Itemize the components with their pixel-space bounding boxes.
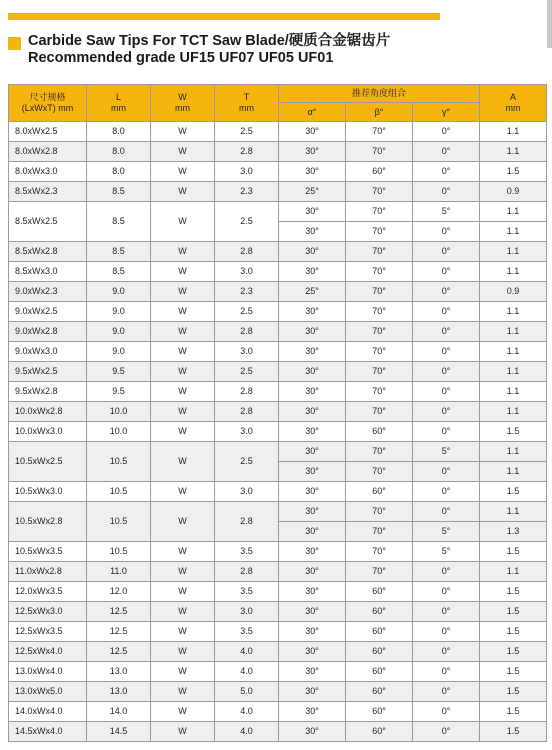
size-cell: 14.5xWx4.0: [9, 722, 87, 742]
alpha-cell: 30°: [279, 122, 346, 142]
header-a-label: A: [510, 92, 517, 102]
t-cell: 3.0: [215, 262, 279, 282]
w-cell: W: [151, 542, 215, 562]
gamma-cell: 0°: [413, 582, 480, 602]
size-cell: 10.5xWx3.0: [9, 482, 87, 502]
a-cell: 1.5: [480, 582, 547, 602]
t-cell: 2.8: [215, 242, 279, 262]
w-cell: W: [151, 402, 215, 422]
gamma-cell: 0°: [413, 662, 480, 682]
header-angles: 推荐角度组合: [279, 85, 480, 103]
t-cell: 2.3: [215, 182, 279, 202]
w-cell: W: [151, 642, 215, 662]
a-cell: 1.5: [480, 682, 547, 702]
header-l-unit: mm: [111, 103, 126, 113]
w-cell: W: [151, 502, 215, 542]
table-row: [9, 302, 547, 322]
t-cell: 2.8: [215, 322, 279, 342]
w-cell: W: [151, 382, 215, 402]
gamma-cell: 0°: [413, 362, 480, 382]
t-cell: 4.0: [215, 662, 279, 682]
beta-cell: 60°: [346, 722, 413, 742]
w-cell: W: [151, 302, 215, 322]
l-cell: 10.5: [87, 542, 151, 562]
w-cell: W: [151, 602, 215, 622]
beta-cell: 70°: [346, 182, 413, 202]
table-body: [9, 122, 547, 742]
beta-cell: 60°: [346, 162, 413, 182]
title-line-2: Recommended grade UF15 UF07 UF05 UF01: [28, 50, 334, 66]
l-cell: 10.5: [87, 442, 151, 482]
alpha-cell: 30°: [279, 602, 346, 622]
beta-cell: 70°: [346, 282, 413, 302]
table-row: [9, 422, 547, 442]
a-cell: 1.1: [480, 242, 547, 262]
alpha-cell: 30°: [279, 502, 346, 522]
a-cell: 1.5: [480, 642, 547, 662]
l-cell: 13.0: [87, 662, 151, 682]
gamma-cell: 0°: [413, 702, 480, 722]
header-gamma: γ°: [413, 103, 480, 122]
size-cell: 10.5xWx2.5: [9, 442, 87, 482]
a-cell: 1.1: [480, 442, 547, 462]
gamma-cell: 0°: [413, 122, 480, 142]
gamma-cell: 0°: [413, 502, 480, 522]
gamma-cell: 0°: [413, 462, 480, 482]
size-cell: 12.0xWx3.5: [9, 582, 87, 602]
t-cell: 2.5: [215, 362, 279, 382]
w-cell: W: [151, 342, 215, 362]
alpha-cell: 25°: [279, 182, 346, 202]
table-row: [9, 402, 547, 422]
l-cell: 9.5: [87, 382, 151, 402]
beta-cell: 70°: [346, 222, 413, 242]
a-cell: 1.5: [480, 702, 547, 722]
a-cell: 1.1: [480, 222, 547, 242]
table-row: [9, 242, 547, 262]
beta-cell: 60°: [346, 642, 413, 662]
header-t: [215, 85, 279, 122]
gamma-cell: 0°: [413, 422, 480, 442]
table-row: [9, 602, 547, 622]
header-l-label: L: [115, 92, 121, 102]
w-cell: W: [151, 482, 215, 502]
l-cell: 12.5: [87, 602, 151, 622]
l-cell: 9.0: [87, 322, 151, 342]
t-cell: 2.5: [215, 442, 279, 482]
gamma-cell: 5°: [413, 542, 480, 562]
header-t-unit: mm: [239, 103, 254, 113]
a-cell: 1.5: [480, 602, 547, 622]
gamma-cell: 0°: [413, 222, 480, 242]
w-cell: W: [151, 442, 215, 482]
t-cell: 4.0: [215, 642, 279, 662]
a-cell: 1.1: [480, 322, 547, 342]
table-row: [9, 382, 547, 402]
a-cell: 1.5: [480, 162, 547, 182]
l-cell: 13.0: [87, 682, 151, 702]
alpha-cell: 30°: [279, 542, 346, 562]
beta-cell: 70°: [346, 322, 413, 342]
t-cell: 5.0: [215, 682, 279, 702]
table-row: [9, 582, 547, 602]
t-cell: 3.5: [215, 622, 279, 642]
t-cell: 2.5: [215, 202, 279, 242]
size-cell: 8.5xWx3.0: [9, 262, 87, 282]
gamma-cell: 0°: [413, 482, 480, 502]
size-cell: 9.0xWx3.0: [9, 342, 87, 362]
beta-cell: 70°: [346, 382, 413, 402]
alpha-cell: 30°: [279, 422, 346, 442]
alpha-cell: 30°: [279, 162, 346, 182]
size-cell: 8.5xWx2.3: [9, 182, 87, 202]
t-cell: 3.0: [215, 342, 279, 362]
gamma-cell: 5°: [413, 202, 480, 222]
beta-cell: 60°: [346, 482, 413, 502]
a-cell: 1.1: [480, 302, 547, 322]
header-size-unit: (LxWxT) mm: [21, 103, 74, 113]
alpha-cell: 30°: [279, 322, 346, 342]
size-cell: 10.5xWx3.5: [9, 542, 87, 562]
title-line-1: Carbide Saw Tips For TCT Saw Blade/硬质合金锯齿片: [28, 33, 391, 49]
gamma-cell: 0°: [413, 402, 480, 422]
beta-cell: 70°: [346, 402, 413, 422]
alpha-cell: 30°: [279, 342, 346, 362]
t-cell: 2.3: [215, 282, 279, 302]
header-a-unit: mm: [505, 103, 521, 113]
size-cell: 12.5xWx3.0: [9, 602, 87, 622]
header-size: [9, 85, 87, 122]
alpha-cell: 30°: [279, 722, 346, 742]
a-cell: 1.1: [480, 262, 547, 282]
a-cell: 1.5: [480, 662, 547, 682]
beta-cell: 70°: [346, 202, 413, 222]
w-cell: W: [151, 322, 215, 342]
gamma-cell: 5°: [413, 522, 480, 542]
beta-cell: 70°: [346, 442, 413, 462]
header-beta: β°: [346, 103, 413, 122]
l-cell: 10.0: [87, 422, 151, 442]
header-t-label: T: [243, 92, 250, 102]
w-cell: W: [151, 122, 215, 142]
l-cell: 8.5: [87, 242, 151, 262]
gamma-cell: 0°: [413, 602, 480, 622]
alpha-cell: 30°: [279, 202, 346, 222]
alpha-cell: 30°: [279, 462, 346, 482]
a-cell: 1.1: [480, 402, 547, 422]
header-w-unit: mm: [175, 103, 190, 113]
a-cell: 1.1: [480, 122, 547, 142]
l-cell: 9.0: [87, 282, 151, 302]
beta-cell: 60°: [346, 682, 413, 702]
gamma-cell: 0°: [413, 142, 480, 162]
l-cell: 8.5: [87, 182, 151, 202]
t-cell: 3.0: [215, 602, 279, 622]
header-l: [87, 85, 151, 122]
table-row: [9, 262, 547, 282]
size-cell: 9.0xWx2.3: [9, 282, 87, 302]
size-cell: 11.0xWx2.8: [9, 562, 87, 582]
gamma-cell: 0°: [413, 682, 480, 702]
gamma-cell: 0°: [413, 562, 480, 582]
header-size-label: 尺寸规格: [29, 92, 66, 102]
title-square-icon: [8, 37, 21, 50]
gamma-cell: 0°: [413, 182, 480, 202]
l-cell: 8.5: [87, 262, 151, 282]
a-cell: 1.5: [480, 722, 547, 742]
size-cell: 12.5xWx4.0: [9, 642, 87, 662]
gamma-cell: 0°: [413, 622, 480, 642]
beta-cell: 70°: [346, 122, 413, 142]
a-cell: 1.5: [480, 422, 547, 442]
page-title: [28, 33, 390, 67]
beta-cell: 70°: [346, 542, 413, 562]
w-cell: W: [151, 562, 215, 582]
table-row: [9, 182, 547, 202]
beta-cell: 70°: [346, 502, 413, 522]
alpha-cell: 30°: [279, 562, 346, 582]
a-cell: 0.9: [480, 282, 547, 302]
t-cell: 3.5: [215, 582, 279, 602]
w-cell: W: [151, 282, 215, 302]
header-w: [151, 85, 215, 122]
gamma-cell: 0°: [413, 722, 480, 742]
t-cell: 3.5: [215, 542, 279, 562]
t-cell: 2.8: [215, 402, 279, 422]
t-cell: 2.5: [215, 122, 279, 142]
beta-cell: 60°: [346, 422, 413, 442]
t-cell: 2.8: [215, 502, 279, 542]
l-cell: 10.5: [87, 482, 151, 502]
alpha-cell: 30°: [279, 362, 346, 382]
size-cell: 13.0xWx5.0: [9, 682, 87, 702]
table-row: [9, 142, 547, 162]
t-cell: 3.0: [215, 482, 279, 502]
gamma-cell: 5°: [413, 442, 480, 462]
gamma-cell: 0°: [413, 242, 480, 262]
table-row: [9, 282, 547, 302]
l-cell: 10.5: [87, 502, 151, 542]
beta-cell: 70°: [346, 262, 413, 282]
l-cell: 8.0: [87, 162, 151, 182]
table-row: [9, 722, 547, 742]
size-cell: 9.0xWx2.8: [9, 322, 87, 342]
beta-cell: 60°: [346, 582, 413, 602]
size-cell: 8.0xWx2.5: [9, 122, 87, 142]
a-cell: 1.1: [480, 382, 547, 402]
w-cell: W: [151, 182, 215, 202]
l-cell: 11.0: [87, 562, 151, 582]
table-row: [9, 502, 547, 522]
w-cell: W: [151, 362, 215, 382]
a-cell: 1.1: [480, 342, 547, 362]
table-row: [9, 542, 547, 562]
page-edge-bar: [547, 0, 552, 48]
header-alpha: α°: [279, 103, 346, 122]
beta-cell: 60°: [346, 602, 413, 622]
w-cell: W: [151, 702, 215, 722]
table-row: [9, 482, 547, 502]
l-cell: 14.0: [87, 702, 151, 722]
beta-cell: 70°: [346, 302, 413, 322]
table-row: [9, 442, 547, 462]
beta-cell: 60°: [346, 662, 413, 682]
alpha-cell: 30°: [279, 302, 346, 322]
size-cell: 9.5xWx2.8: [9, 382, 87, 402]
t-cell: 2.8: [215, 382, 279, 402]
table-row: [9, 562, 547, 582]
header-w-label: W: [178, 92, 187, 102]
w-cell: W: [151, 162, 215, 182]
t-cell: 3.0: [215, 422, 279, 442]
alpha-cell: 30°: [279, 242, 346, 262]
l-cell: 9.5: [87, 362, 151, 382]
gamma-cell: 0°: [413, 342, 480, 362]
beta-cell: 70°: [346, 362, 413, 382]
w-cell: W: [151, 682, 215, 702]
l-cell: 8.5: [87, 202, 151, 242]
a-cell: 1.5: [480, 542, 547, 562]
size-cell: 10.0xWx3.0: [9, 422, 87, 442]
size-cell: 10.5xWx2.8: [9, 502, 87, 542]
gamma-cell: 0°: [413, 302, 480, 322]
size-cell: 10.0xWx2.8: [9, 402, 87, 422]
alpha-cell: 30°: [279, 442, 346, 462]
a-cell: 1.1: [480, 502, 547, 522]
table-row: [9, 702, 547, 722]
alpha-cell: 30°: [279, 702, 346, 722]
size-cell: 12.5xWx3.5: [9, 622, 87, 642]
t-cell: 2.8: [215, 562, 279, 582]
alpha-cell: 30°: [279, 262, 346, 282]
a-cell: 1.5: [480, 622, 547, 642]
table-header: [9, 85, 547, 122]
table-row: [9, 362, 547, 382]
l-cell: 14.5: [87, 722, 151, 742]
size-cell: 9.0xWx2.5: [9, 302, 87, 322]
alpha-cell: 30°: [279, 682, 346, 702]
w-cell: W: [151, 582, 215, 602]
l-cell: 8.0: [87, 142, 151, 162]
table-row: [9, 162, 547, 182]
header-a: [480, 85, 547, 122]
alpha-cell: 30°: [279, 142, 346, 162]
gamma-cell: 0°: [413, 162, 480, 182]
table-row: [9, 342, 547, 362]
size-cell: 9.5xWx2.5: [9, 362, 87, 382]
alpha-cell: 30°: [279, 642, 346, 662]
beta-cell: 70°: [346, 562, 413, 582]
w-cell: W: [151, 242, 215, 262]
beta-cell: 70°: [346, 522, 413, 542]
table-row: [9, 682, 547, 702]
spec-table: [8, 84, 547, 742]
beta-cell: 70°: [346, 142, 413, 162]
l-cell: 12.5: [87, 622, 151, 642]
t-cell: 4.0: [215, 702, 279, 722]
table-row: [9, 202, 547, 222]
l-cell: 9.0: [87, 302, 151, 322]
t-cell: 4.0: [215, 722, 279, 742]
alpha-cell: 30°: [279, 402, 346, 422]
gamma-cell: 0°: [413, 382, 480, 402]
alpha-cell: 30°: [279, 382, 346, 402]
size-cell: 13.0xWx4.0: [9, 662, 87, 682]
a-cell: 1.3: [480, 522, 547, 542]
w-cell: W: [151, 662, 215, 682]
beta-cell: 60°: [346, 622, 413, 642]
alpha-cell: 30°: [279, 482, 346, 502]
w-cell: W: [151, 622, 215, 642]
size-cell: 8.5xWx2.8: [9, 242, 87, 262]
a-cell: 1.1: [480, 202, 547, 222]
alpha-cell: 25°: [279, 282, 346, 302]
table-row: [9, 322, 547, 342]
beta-cell: 70°: [346, 462, 413, 482]
beta-cell: 70°: [346, 342, 413, 362]
size-cell: 14.0xWx4.0: [9, 702, 87, 722]
t-cell: 2.8: [215, 142, 279, 162]
alpha-cell: 30°: [279, 582, 346, 602]
l-cell: 8.0: [87, 122, 151, 142]
t-cell: 2.5: [215, 302, 279, 322]
size-cell: 8.0xWx2.8: [9, 142, 87, 162]
table-row: [9, 642, 547, 662]
w-cell: W: [151, 262, 215, 282]
table-row: [9, 622, 547, 642]
a-cell: 1.1: [480, 562, 547, 582]
gamma-cell: 0°: [413, 642, 480, 662]
l-cell: 12.0: [87, 582, 151, 602]
gamma-cell: 0°: [413, 322, 480, 342]
size-cell: 8.5xWx2.5: [9, 202, 87, 242]
w-cell: W: [151, 722, 215, 742]
w-cell: W: [151, 142, 215, 162]
beta-cell: 60°: [346, 702, 413, 722]
top-accent-bar: [8, 13, 440, 20]
gamma-cell: 0°: [413, 282, 480, 302]
a-cell: 1.5: [480, 482, 547, 502]
table-row: [9, 662, 547, 682]
beta-cell: 70°: [346, 242, 413, 262]
alpha-cell: 30°: [279, 662, 346, 682]
alpha-cell: 30°: [279, 222, 346, 242]
t-cell: 3.0: [215, 162, 279, 182]
l-cell: 12.5: [87, 642, 151, 662]
table-row: [9, 122, 547, 142]
l-cell: 9.0: [87, 342, 151, 362]
a-cell: 1.1: [480, 362, 547, 382]
w-cell: W: [151, 422, 215, 442]
a-cell: 0.9: [480, 182, 547, 202]
w-cell: W: [151, 202, 215, 242]
alpha-cell: 30°: [279, 522, 346, 542]
gamma-cell: 0°: [413, 262, 480, 282]
alpha-cell: 30°: [279, 622, 346, 642]
l-cell: 10.0: [87, 402, 151, 422]
size-cell: 8.0xWx3.0: [9, 162, 87, 182]
a-cell: 1.1: [480, 462, 547, 482]
a-cell: 1.1: [480, 142, 547, 162]
